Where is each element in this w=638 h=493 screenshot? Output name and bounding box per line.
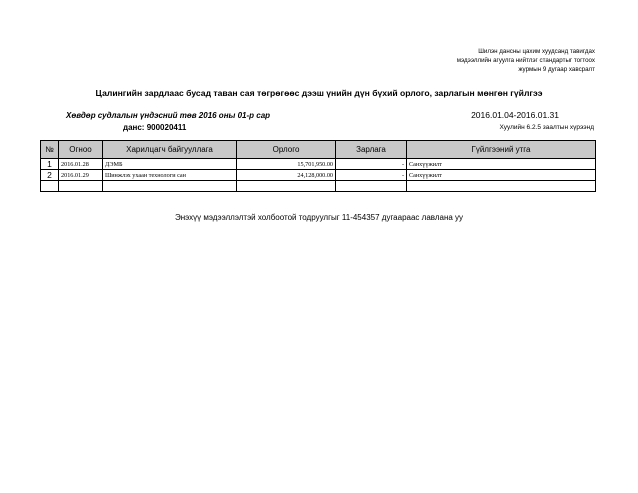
law-reference: Хуулийн 6.2.5 заалтын хүрээнд: [499, 124, 594, 131]
table-header-row: [41, 141, 596, 159]
appendix-note-line-3: журмын 9 дугаар хавсралт: [518, 66, 595, 73]
row-date: 2016.01.29: [59, 170, 103, 181]
appendix-note-line-1: Шилэн дансны цахим хуудсанд тавигдах: [478, 48, 595, 55]
appendix-note-line-2: мэдээллийн агуулга нийтлэг стандартыг тогтоох: [456, 57, 595, 64]
column-header-date: Огноо: [59, 141, 103, 159]
row-number: 2: [41, 170, 59, 181]
empty-cell: [407, 181, 596, 192]
column-header-expense: Зарлага: [336, 141, 407, 159]
empty-cell: [103, 181, 237, 192]
table-empty-row: [41, 181, 596, 192]
row-description: Санхүүжилт: [407, 170, 596, 181]
report-period: 2016.01.04-2016.01.31: [471, 110, 559, 120]
column-header-no: №: [41, 141, 59, 159]
organization-name: Хөвдөр судлалын үндэсний төв 2016 оны 01-р сар: [66, 111, 271, 120]
row-expense: -: [336, 170, 407, 181]
column-header-income: Орлого: [237, 141, 336, 159]
empty-cell: [59, 181, 103, 192]
empty-cell: [336, 181, 407, 192]
table-row: [41, 159, 596, 170]
appendix-note: [457, 47, 595, 74]
account-number: данс: 900020411: [123, 123, 187, 132]
table-row: [41, 170, 596, 181]
row-counterparty: ДЭМБ: [103, 159, 237, 170]
row-date: 2016.01.28: [59, 159, 103, 170]
empty-cell: [41, 181, 59, 192]
column-header-description: Гүйлгээний утга: [407, 141, 596, 159]
report-title: Цалингийн зардлаас бусад таван сая төгрөгөөс дээш үнийн дүн бүхий орлого, зарлагын мөнгөн гүйлгээ: [95, 88, 543, 98]
row-income: 15,701,950.00: [237, 159, 336, 170]
row-description: Санхүүжилт: [407, 159, 596, 170]
row-income: 24,128,000.00: [237, 170, 336, 181]
row-number: 1: [41, 159, 59, 170]
row-counterparty: Шинжлэх ухаан технологи сан: [103, 170, 237, 181]
contact-note: Энэхүү мэдээллэлтэй холбоотой тодруулгыг 11-454357 дугаараас лавлана уу: [174, 213, 464, 222]
transactions-table: [40, 140, 596, 192]
row-expense: -: [336, 159, 407, 170]
empty-cell: [237, 181, 336, 192]
column-header-counterparty: Харилцагч байгууллага: [103, 141, 237, 159]
